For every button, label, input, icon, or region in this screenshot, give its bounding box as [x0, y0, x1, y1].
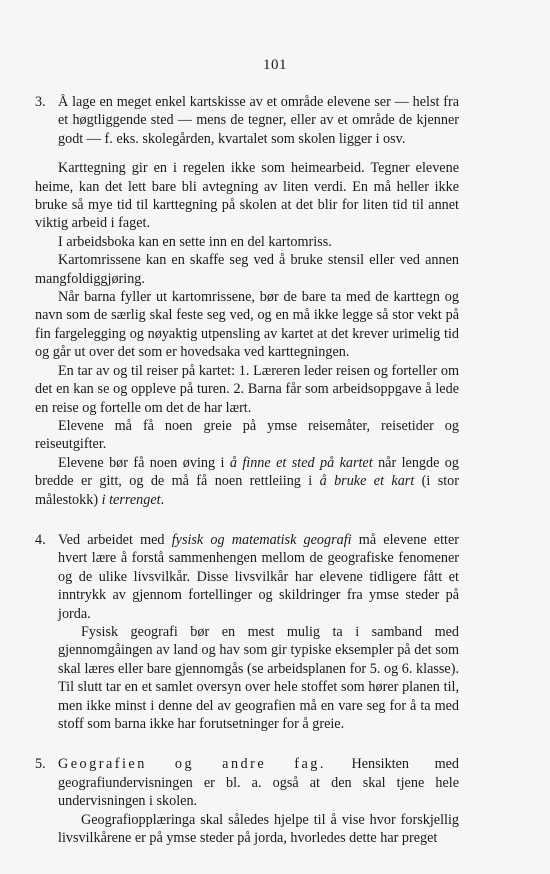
- section-heading: Geografien og andre fag.: [58, 756, 326, 773]
- italic-phrase: å finne et sted på kartet: [229, 454, 373, 471]
- list-item-4: [35, 531, 459, 733]
- paragraph: Kartomrissene kan en skaffe seg ved å bruke stensil eller ved annen mangfoldiggjøring.: [35, 252, 459, 287]
- list-item-5: [35, 755, 459, 847]
- list-item-text: Å lage en meget enkel kartskisse av et område elevene ser — helst fra et høgtliggende sted — mens de tegner, eller av et område de kjenner godt — f. eks. skolegården, kvartalet som skolen ligger i osv.: [58, 94, 459, 147]
- text-run: Ved arbeidet med: [58, 531, 172, 548]
- spacer: [35, 148, 459, 159]
- text-run: .: [160, 491, 165, 508]
- list-item-number: 4.: [35, 531, 46, 548]
- text-run: (i stor målestokk): [35, 473, 459, 508]
- spacer: [35, 509, 459, 531]
- paragraph: Karttegning gir en i regelen ikke som heimearbeid. Tegner elevene heime, kan det lett bare bli avtegning av liten verdi. En må heller ikke bruke så mye tid til karttegning på skolen at det blir for liten tid til annet viktig arbeid i faget.: [35, 160, 459, 232]
- paragraph: Når barna fyller ut kartomrissene, bør de bare ta med de karttegn og navn som de særlig skal feste seg ved, og en må ikke legge så stor vekt på fin fargelegging og nøyaktig utpensling av kartet at det krever urimelig tid og går ut over det som er hovedsaka ved karttegningen.: [35, 289, 459, 361]
- text-run: når lengde og bredde er gitt, og de må få noen rettleiing i: [35, 454, 459, 490]
- text-run: Hensikten med geografiundervisningen er bl. a. også at den skal tjene hele undervisningen i skolen.: [58, 756, 459, 810]
- paragraph-map-exercise: [35, 454, 459, 509]
- paragraph: I arbeidsboka kan en sette inn en del kartomriss.: [58, 233, 332, 250]
- text-run: Elevene bør få noen øving i: [58, 454, 230, 471]
- page-body: [35, 93, 459, 847]
- italic-phrase: å bruke et kart: [319, 473, 415, 490]
- list-item-number: 3.: [35, 94, 46, 110]
- italic-phrase: i terrenget: [101, 491, 161, 508]
- paragraph: Fysisk geografi bør en mest mulig ta i samband med gjennomgåingen av land og hav som gir typiske eksempler på det som skal læres eller bare gjennomgås (se arbeidsplanen for 5. og 6. klasse). Til slutt tar en et samlet oversyn over hele stoffet som hører planen til, men ikke minst i denne del av geografien må en vare seg for å ta med stoff som barna ikke har forutsetninger for å greie.: [58, 623, 459, 732]
- text-run: må elevene etter hvert lære å forstå sammenhengen mellom de geografiske fenomener og de ulike livsvilkår. Disse livsvilkår har elevene tidligere fått et inntrykk av gjennom fortellinger og skildringer fra ymse steder på jorda.: [58, 531, 459, 622]
- list-item-3: [35, 93, 459, 148]
- paragraph: Elevene må få noen greie på ymse reisemåter, reisetider og reiseutgifter.: [35, 417, 459, 453]
- list-item-text: [58, 531, 459, 623]
- list-item-number: 5.: [35, 756, 46, 773]
- paragraph: En tar av og til reiser på kartet: 1. Læreren leder reisen og forteller om det en kan se og oppleve på turen. 2. Barna får som arbeidsoppgave å lede en reise og fortelle om det de har lært.: [35, 362, 459, 416]
- list-item-text: [58, 755, 459, 810]
- italic-phrase: fysisk og matematisk geografi: [171, 531, 352, 548]
- page-number: 101: [263, 57, 287, 73]
- spacer: [35, 733, 459, 755]
- paragraph: Geografiopplæringa skal således hjelpe til å vise hvor forskjellig livsvilkårene er på ymse steder på jorda, hvorledes dette har preget: [58, 811, 459, 847]
